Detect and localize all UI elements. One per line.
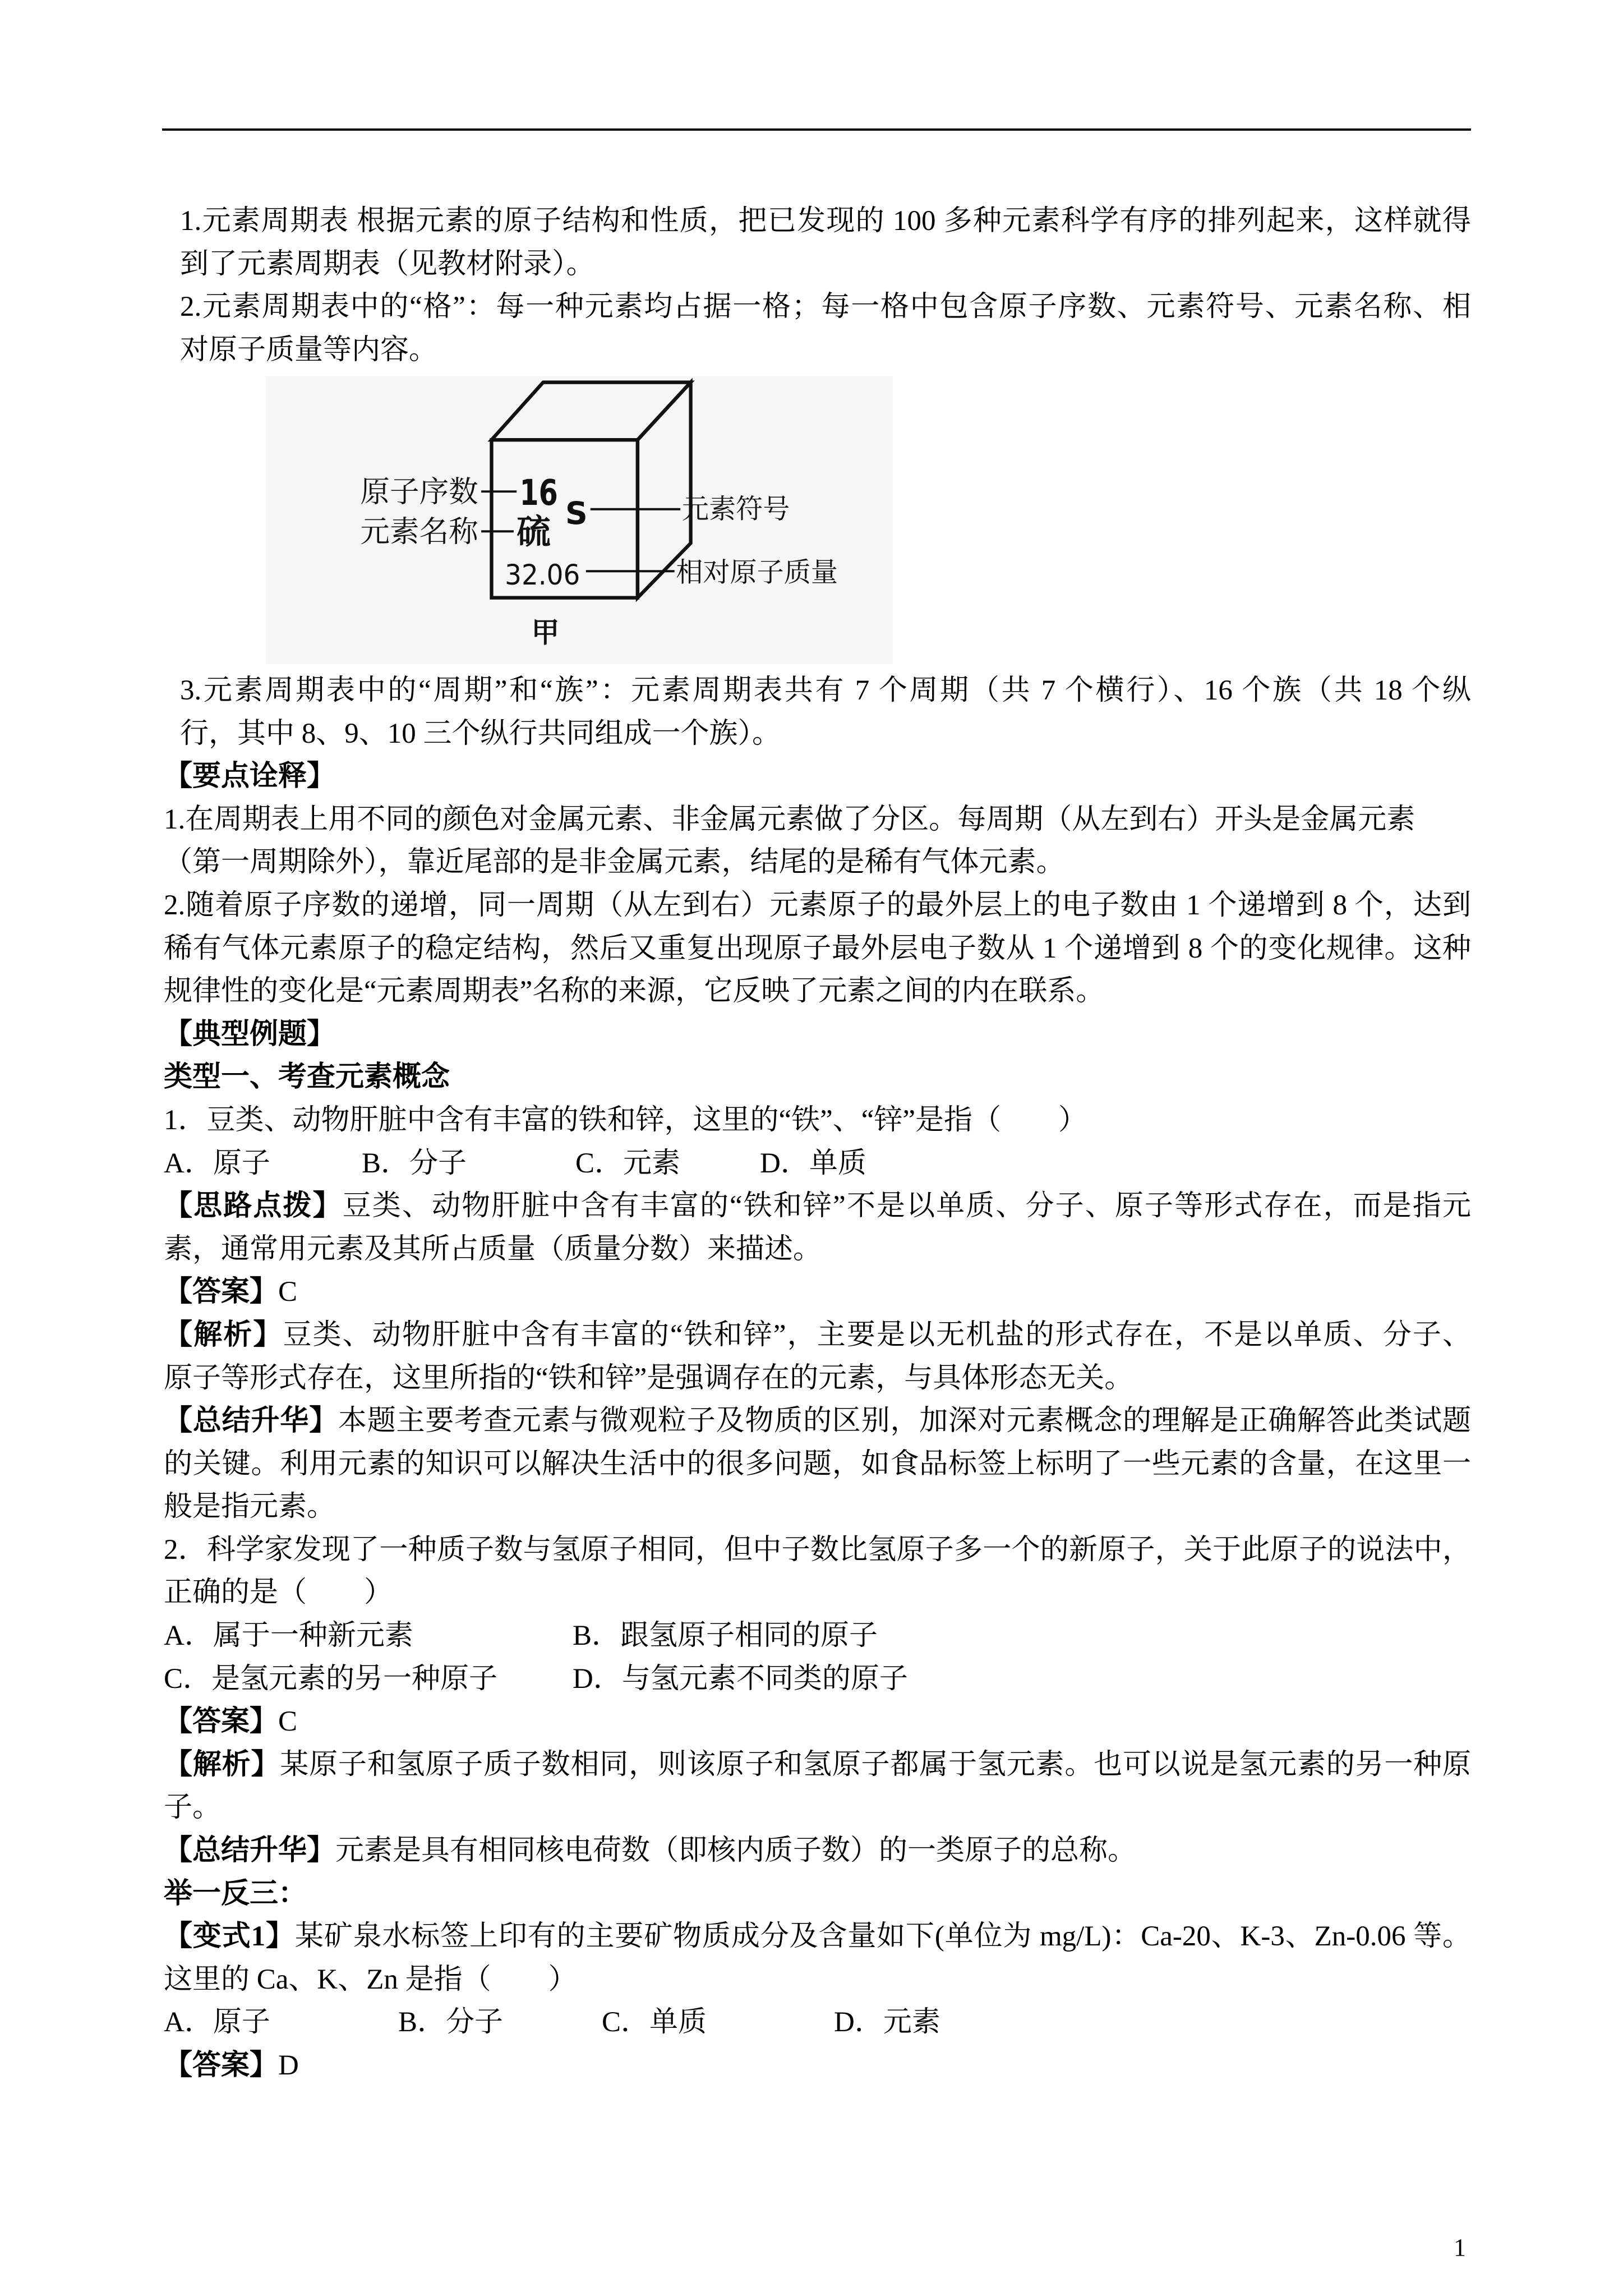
- q2-analysis-text: 某原子和氢原子质子数相同，则该原子和氢原子都属于氢元素。也可以说是氢元素的另一种原: [280, 1749, 1471, 1780]
- variant1-stem-line: 这里的 Ca、K、Zn 是指（ ）: [164, 1963, 577, 1995]
- q2-analysis-line: 子。: [164, 1792, 222, 1824]
- header-rule: [162, 128, 1471, 131]
- q2-options-row: [164, 1658, 1471, 1701]
- q2-answer-line: [164, 1700, 1471, 1743]
- element-name-value: 硫: [517, 512, 551, 552]
- q2-answer-value: C: [278, 1706, 298, 1738]
- q1-summary-line: 般是指元素。: [164, 1491, 336, 1523]
- q1-analysis-text: 豆类、动物肝脏中含有丰富的“铁和锌”，主要是以无机盐的形式存在，不是以单质、分子、: [283, 1319, 1471, 1351]
- atomic-number-value: 16: [519, 471, 558, 513]
- variant1-label: 【变式1】: [164, 1921, 295, 1953]
- intro-item1-line: 1.元素周期表 根据元素的原子结构和性质，把已发现的 100 多种元素科学有序的排列起来，这样就得: [180, 205, 1471, 237]
- element-symbol-value: S: [565, 496, 588, 532]
- q1-analysis-line: [164, 1314, 1471, 1357]
- examples-heading: 【典型例题】: [164, 1018, 336, 1050]
- q2-option-d: D．与氢元素不同类的原子: [573, 1663, 908, 1695]
- q1-summary-label: 【总结升华】: [164, 1405, 338, 1437]
- intro-item3-line: 3.元素周期表中的“周期”和“族”：元素周期表共有 7 个周期（共 7 个横行）、16 个族（共 18 个纵: [180, 675, 1471, 706]
- q1-hint-label: 【思路点拨】: [164, 1190, 343, 1222]
- q1-summary-text: 本题主要考查元素与微观粒子及物质的区别，加深对元素概念的理解是正确解答此类试题: [338, 1405, 1471, 1437]
- q1-option-c: C．元素: [575, 1147, 681, 1179]
- type1-heading: 类型一、考查元素概念: [164, 1061, 450, 1093]
- q2-option-a: A．属于一种新元素: [164, 1620, 413, 1652]
- atomic-mass-value: 32.06: [505, 558, 580, 591]
- variant1-answer-line: [164, 2044, 1471, 2087]
- q1-answer-value: C: [278, 1276, 298, 1308]
- variant1-options: [164, 2001, 1471, 2044]
- variant1-option-d: D．元素: [834, 2007, 940, 2039]
- q2-option-b: B．跟氢原子相同的原子: [573, 1620, 878, 1652]
- q2-stem-line: 正确的是（ ）: [164, 1577, 393, 1609]
- q2-stem-line: 2．科学家发现了一种质子数与氢原子相同，但中子数比氢原子多一个的新原子，关于此原子的说法中，: [164, 1534, 1471, 1566]
- page-number: 1: [1454, 2234, 1466, 2261]
- q1-options: [164, 1142, 1471, 1185]
- q1-option-b: B．分子: [362, 1147, 467, 1179]
- q1-answer-line: [164, 1271, 1471, 1314]
- key-point1-line: 1.在周期表上用不同的颜色对金属元素、非金属元素做了分区。每周期（从左到右）开头是金属元素: [164, 803, 1415, 835]
- q2-options-row: [164, 1614, 1471, 1658]
- key-points-heading: 【要点诠释】: [164, 761, 336, 793]
- q1-hint-text: 豆类、动物肝脏中含有丰富的“铁和锌”不是以单质、分子、原子等形式存在，而是指元: [342, 1190, 1471, 1222]
- q2-summary-text: 元素是具有相同核电荷数（即核内质子数）的一类原子的总称。: [335, 1835, 1137, 1867]
- variant1-option-a: A．原子: [164, 2007, 270, 2039]
- key-point2-line: 稀有气体元素原子的稳定结构，然后又重复出现原子最外层电子数从 1 个递增到 8 个的变化规律。这种: [164, 932, 1471, 964]
- intro-item3-line: 行，其中 8、9、10 三个纵行共同组成一个族）。: [180, 717, 781, 749]
- q1-option-a: A．原子: [164, 1147, 270, 1179]
- variant1-option-c: C．单质: [602, 2007, 707, 2039]
- practice-heading: 举一反三：: [164, 1878, 307, 1910]
- q1-summary-line: 的关键。利用元素的知识可以解决生活中的很多问题，如食品标签上标明了一些元素的含量，在这里一: [164, 1448, 1471, 1480]
- cube-top-face: [491, 383, 690, 440]
- q2-summary-line: [164, 1829, 1471, 1872]
- variant1-option-b: B．分子: [398, 2007, 504, 2039]
- q1-hint-line: [164, 1185, 1471, 1228]
- intro-item1-line: 到了元素周期表（见教材附录）。: [180, 248, 595, 280]
- variant1-stem-line: [164, 1915, 1471, 1958]
- variant1-answer-value: D: [278, 2050, 299, 2081]
- q1-hint-line: 素，通常用元素及其所占质量（质量分数）来描述。: [164, 1233, 822, 1265]
- variant1-answer-label: 【答案】: [164, 2050, 279, 2081]
- q2-option-c: C．是氢元素的另一种原子: [164, 1663, 498, 1695]
- q1-option-d: D．单质: [760, 1147, 866, 1179]
- q1-analysis-label: 【解析】: [164, 1319, 283, 1351]
- periodic-cell-diagram: [266, 376, 893, 664]
- intro-block: [164, 200, 1471, 371]
- intro-item2-line: 2.元素周期表中的“格”：每一种元素均占据一格；每一格中包含原子序数、元素符号、元素名称、相: [180, 291, 1471, 323]
- element-name-label: 元素名称: [360, 514, 478, 549]
- q1-stem: 1．豆类、动物肝脏中含有丰富的铁和锌，这里的“铁”、“锌”是指（ ）: [164, 1104, 1087, 1136]
- atomic-mass-label: 相对原子质量: [676, 556, 838, 588]
- q1-answer-label: 【答案】: [164, 1276, 279, 1308]
- atomic-number-label: 原子序数: [360, 475, 478, 509]
- q1-analysis-line: 原子等形式存在，这里所指的“铁和锌”是强调存在的元素，与具体形态无关。: [164, 1362, 1133, 1394]
- intro-item2-line: 对原子质量等内容。: [180, 334, 438, 366]
- q2-analysis-label: 【解析】: [164, 1749, 280, 1780]
- variant1-stem-text: 某矿泉水标签上印有的主要矿物质成分及含量如下(单位为 mg/L)：Ca-20、K-3、Zn-0.06 等。: [294, 1921, 1471, 1953]
- body-text-block: [164, 669, 1471, 2087]
- key-point1-line: （第一周期除外），靠近尾部的是非金属元素，结尾的是稀有气体元素。: [164, 846, 1065, 878]
- q2-answer-label: 【答案】: [164, 1706, 279, 1738]
- periodic-cell-figure: [266, 376, 893, 664]
- key-point2-line: 2.随着原子序数的递增，同一周期（从左到右）元素原子的最外层上的电子数由 1 个递增到 8 个，达到: [164, 889, 1471, 921]
- q2-analysis-line: [164, 1743, 1471, 1787]
- q2-summary-label: 【总结升华】: [164, 1835, 336, 1867]
- figure-caption: 甲: [531, 616, 560, 649]
- element-symbol-label: 元素符号: [681, 493, 790, 525]
- q1-summary-line: [164, 1400, 1471, 1443]
- key-point2-line: 规律性的变化是“元素周期表”名称的来源，它反映了元素之间的内在联系。: [164, 976, 1105, 1007]
